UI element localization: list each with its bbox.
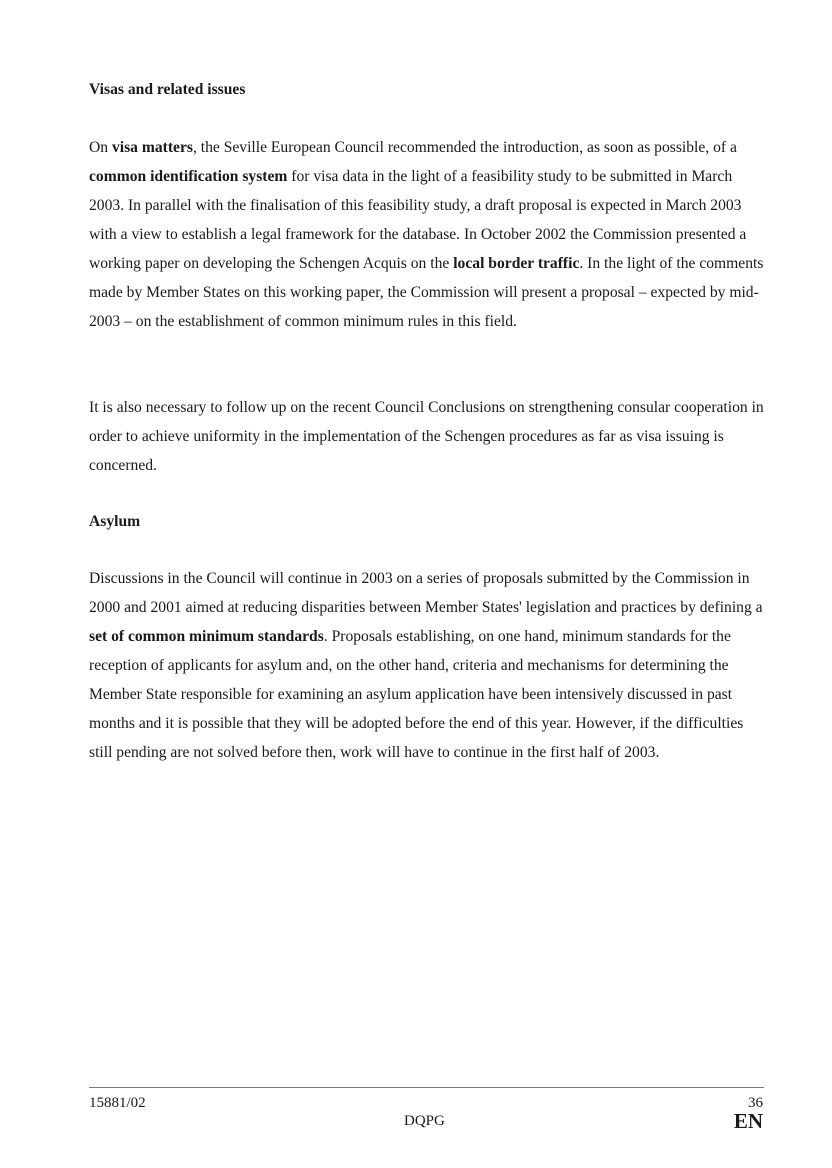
- body-text: for visa data in the light of a feasibility study to be submitted in March 2003. In parallel with the finalisation of this feasibility study, a draft proposal is expected in March 2003 with a view to establish a legal framework for the database. In October 2002 the Commission presented a working paper on developing the Schengen Acquis on the: [89, 168, 747, 272]
- section-heading-visas: Visas and related issues: [89, 81, 246, 98]
- language-code: EN: [733, 1109, 763, 1133]
- section-heading-asylum: Asylum: [89, 513, 141, 530]
- body-text: , the Seville European Council recommended the introduction, as soon as possible, of a: [192, 139, 737, 156]
- body-text: Discussions in the Council will continue in 2003 on a series of proposals submitted by the Commission in 2000 and 2001 aimed at reducing disparities between Member States' legislation and practices by defining a: [89, 570, 763, 616]
- paragraph-visa-matters: [89, 133, 769, 336]
- body-text: . Proposals establishing, on one hand, minimum standards for the reception of applicants for asylum and, on the other hand, criteria and mechanisms for determining the Member State responsible for examining an asylum application have been intensively discussed in past months and it is possible that they will be adopted before the end of this year. However, if the difficulties still pending are not solved before then, work will have to continue in the first half of 2003.: [89, 628, 744, 761]
- document-reference: 15881/02: [89, 1095, 146, 1111]
- emphasis-text: common identification system: [89, 168, 288, 185]
- paragraph-consular-cooperation: [89, 393, 769, 480]
- page-number: 36: [748, 1095, 763, 1111]
- footer-divider: [89, 1087, 764, 1088]
- emphasis-text: set of common minimum standards: [89, 628, 324, 645]
- paragraph-asylum-discussions: [89, 564, 769, 767]
- body-text: It is also necessary to follow up on the recent Council Conclusions on strengthening consular cooperation in order to achieve uniformity in the implementation of the Schengen procedures as far as visa issuing is concerned.: [89, 399, 764, 474]
- emphasis-text: visa matters: [111, 139, 193, 156]
- body-text: On: [89, 139, 112, 156]
- department-code: DQPG: [404, 1113, 445, 1129]
- body-text: . In the light of the comments made by Member States on this working paper, the Commission will present a proposal – expected by mid-2003 – on the establishment of common minimum rules in this field.: [89, 255, 764, 330]
- emphasis-text: local border traffic: [453, 255, 580, 272]
